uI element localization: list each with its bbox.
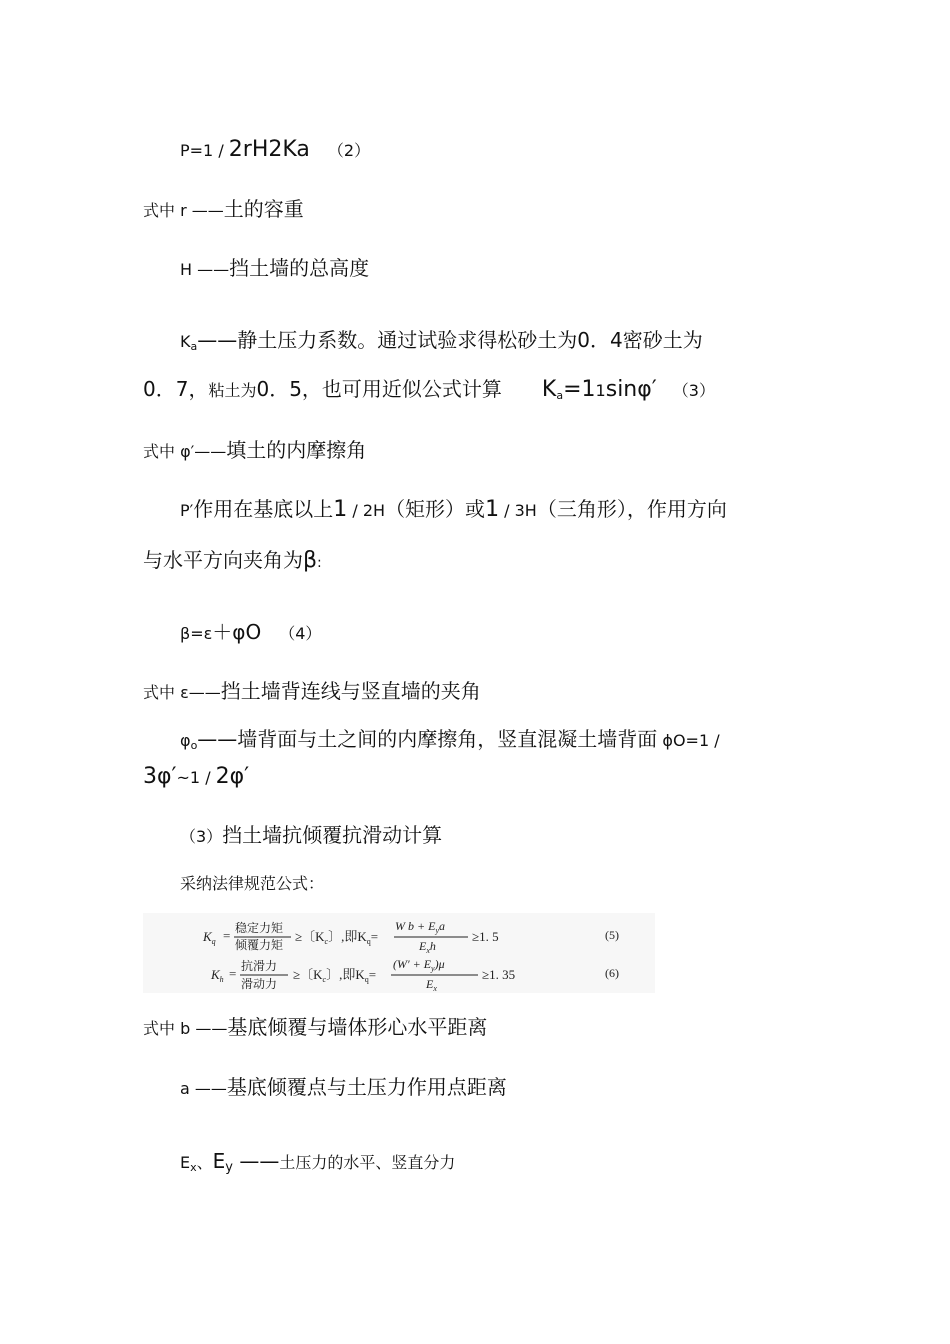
p-text1: 作用在基底以上 bbox=[193, 497, 334, 521]
f6-num2: (W′ + E bbox=[393, 957, 432, 971]
p-prime-text bbox=[180, 499, 727, 521]
eq4-plus: ＋ bbox=[212, 620, 233, 644]
f6-eq: = bbox=[229, 966, 237, 981]
f6-mid2: 〕,即K bbox=[326, 967, 365, 982]
svg-text:(W′ + Ey)μ bbox=[393, 957, 445, 973]
f5-lhs: K bbox=[203, 929, 212, 944]
p-one2: 1 bbox=[485, 497, 500, 522]
def-eps-lead: 式中 ε—— bbox=[143, 683, 221, 702]
definition-ex-ey bbox=[180, 1151, 455, 1174]
phio-phi: φ bbox=[180, 731, 191, 750]
section-number: （3） bbox=[180, 827, 223, 846]
def-phi-lead: 式中 φ′—— bbox=[143, 442, 227, 461]
f6-num2-sub: y bbox=[431, 964, 435, 973]
f6-den2-sub: x bbox=[433, 984, 437, 993]
ka-value2: 0．7， bbox=[143, 377, 209, 401]
f5-num2-end: a bbox=[439, 919, 445, 933]
phi-o-continuation bbox=[143, 766, 249, 788]
ka-eq-sub: a bbox=[556, 389, 564, 402]
svg-text:≥〔Kc〕,即Kq= bbox=[295, 929, 378, 946]
f5-num: 稳定力矩 bbox=[235, 921, 284, 935]
f6-eq2: = bbox=[368, 967, 377, 982]
def-h-text: 挡土墙的总高度 bbox=[229, 256, 370, 280]
f5-mid: ≥〔K bbox=[295, 929, 325, 944]
svg-text:Kq bbox=[202, 929, 216, 946]
f5-mid2: 〕,即K bbox=[328, 929, 367, 944]
eq2-main: 2rH2Ka bbox=[228, 137, 310, 162]
def-h-lead: H —— bbox=[180, 260, 230, 279]
ka-sub: a bbox=[190, 340, 198, 353]
phio-text: ——墙背面与土之间的内摩擦角，竖直混凝土墙背面 bbox=[197, 727, 658, 751]
section-heading-3 bbox=[180, 825, 442, 845]
def-b-text: 基底倾覆与墙体形心水平距离 bbox=[227, 1015, 488, 1039]
phio-a: 3φ′ bbox=[143, 764, 177, 789]
phio-b: ~1 / bbox=[176, 768, 216, 787]
angle-text: 与水平方向夹角为 bbox=[143, 548, 303, 572]
f5-lhs-sub: q bbox=[211, 937, 216, 946]
eq2-slash: / bbox=[213, 141, 229, 160]
def-r-lead: 式中 r —— bbox=[143, 201, 224, 220]
ka-value1: 0．4 bbox=[577, 328, 623, 352]
f5-den: 倾覆力矩 bbox=[235, 938, 284, 952]
f5-num2-sub: y bbox=[435, 926, 439, 935]
p-prime: P′ bbox=[180, 501, 194, 520]
phio-tail: ϕO=1 / bbox=[657, 731, 720, 750]
ka-continuation bbox=[143, 379, 715, 401]
def-phi-text: 填土的内摩擦角 bbox=[226, 438, 367, 462]
definition-b bbox=[143, 1017, 487, 1037]
f5-mid2-sub: q bbox=[366, 937, 371, 946]
eq4-a: β=ε bbox=[180, 624, 213, 643]
definition-phi-o bbox=[180, 729, 720, 751]
def-a-text: 基底倾覆点与土压力作用点距离 bbox=[226, 1075, 507, 1099]
ka-value3: 0．5， bbox=[256, 377, 322, 401]
f6-mid-sub: c bbox=[322, 975, 327, 984]
ey-sub: y bbox=[225, 1160, 233, 1175]
f5-eq: = bbox=[223, 928, 231, 943]
ka-text3: 也可用近似公式计算 bbox=[321, 377, 502, 401]
f5-num2: W b + E bbox=[395, 919, 436, 933]
phio-sub: o bbox=[190, 739, 198, 752]
p-frac1: / 2H bbox=[347, 501, 386, 520]
ka-eq-eq: =1 bbox=[563, 377, 596, 402]
f5-den2-end: h bbox=[429, 939, 436, 953]
svg-text:≥〔Kc〕,即Kq= bbox=[293, 967, 376, 984]
definition-ka bbox=[180, 330, 703, 352]
ka-eq-sin: sinφ′ bbox=[605, 377, 657, 402]
svg-text:W b + Eya bbox=[395, 919, 445, 935]
svg-text:Kh bbox=[210, 967, 224, 984]
ex-sub: x bbox=[190, 1161, 197, 1174]
f5-tail: ≥1. 5 bbox=[472, 929, 499, 944]
formula-intro-text: 采纳法律规范公式： bbox=[180, 874, 325, 893]
definition-phi bbox=[143, 440, 366, 460]
formula-image bbox=[143, 913, 655, 993]
ex-ey-text: 土压力的水平、竖直分力 bbox=[279, 1153, 456, 1172]
definition-epsilon bbox=[143, 681, 481, 701]
f6-num: 抗滑力 bbox=[241, 959, 278, 973]
beta-colon: : bbox=[317, 555, 322, 571]
ex-ey-dash: —— bbox=[232, 1149, 280, 1173]
f6-num2-end: )μ bbox=[434, 957, 445, 971]
eq4-number: （4） bbox=[279, 624, 322, 643]
def-a-lead: a —— bbox=[180, 1079, 227, 1098]
svg-text:Exh bbox=[418, 939, 436, 955]
ka-text1: ——静土压力系数。通过试验求得松砂土为 bbox=[197, 328, 578, 352]
ka-text2: 密砂土为 bbox=[622, 328, 703, 352]
f6-den: 滑动力 bbox=[241, 977, 278, 991]
p-frac2: / 3H bbox=[499, 501, 537, 520]
equation-4 bbox=[180, 622, 321, 642]
f5-eq2: = bbox=[370, 929, 379, 944]
f6-lhs-sub: h bbox=[219, 975, 224, 984]
formula-svg bbox=[143, 913, 655, 993]
ex-sep: 、 bbox=[196, 1153, 213, 1172]
p-one1: 1 bbox=[333, 497, 348, 522]
def-eps-text: 挡土墙背连线与竖直墙的夹角 bbox=[220, 679, 481, 703]
ka-eq-small: 1 bbox=[595, 381, 606, 400]
ey-e: E bbox=[212, 1149, 226, 1173]
f6-mid2-sub: q bbox=[364, 975, 369, 984]
ka-k: K bbox=[180, 332, 191, 351]
p-prime-continuation bbox=[143, 550, 322, 572]
eq4-b: φO bbox=[232, 620, 262, 644]
f6-tail: ≥1. 35 bbox=[482, 967, 516, 982]
section-title: 挡土墙抗倾覆抗滑动计算 bbox=[222, 823, 443, 847]
eq2-prefix: P=1 bbox=[180, 141, 214, 160]
definition-h bbox=[180, 258, 369, 278]
phio-c: 2φ′ bbox=[215, 764, 250, 789]
ex-e: E bbox=[180, 1153, 191, 1172]
f6-number: (6) bbox=[605, 966, 619, 980]
def-r-text: 土的容重 bbox=[223, 197, 304, 221]
f6-mid: ≥〔K bbox=[293, 967, 323, 982]
definition-a bbox=[180, 1077, 507, 1097]
eq3-number: （3） bbox=[672, 381, 715, 400]
def-b-lead: 式中 b —— bbox=[143, 1019, 228, 1038]
p-text3: （三角形），作用方向 bbox=[536, 497, 727, 521]
f5-den2-sub: x bbox=[426, 946, 430, 955]
beta-symbol: β bbox=[303, 548, 318, 573]
f5-number: (5) bbox=[605, 928, 619, 942]
definition-r bbox=[143, 199, 304, 219]
formula-intro bbox=[180, 876, 324, 892]
ka-small-text: 粘土为 bbox=[208, 381, 257, 400]
f5-mid-sub: c bbox=[324, 937, 329, 946]
f5-den2: E bbox=[419, 939, 427, 953]
p-text2: （矩形）或 bbox=[385, 497, 486, 521]
eq2-number: （2） bbox=[327, 141, 371, 160]
ka-eq-k: K bbox=[541, 377, 557, 402]
f6-den2: E bbox=[426, 977, 434, 991]
equation-2 bbox=[180, 139, 370, 161]
svg-text:Ex bbox=[425, 977, 437, 993]
f6-lhs: K bbox=[211, 967, 220, 982]
